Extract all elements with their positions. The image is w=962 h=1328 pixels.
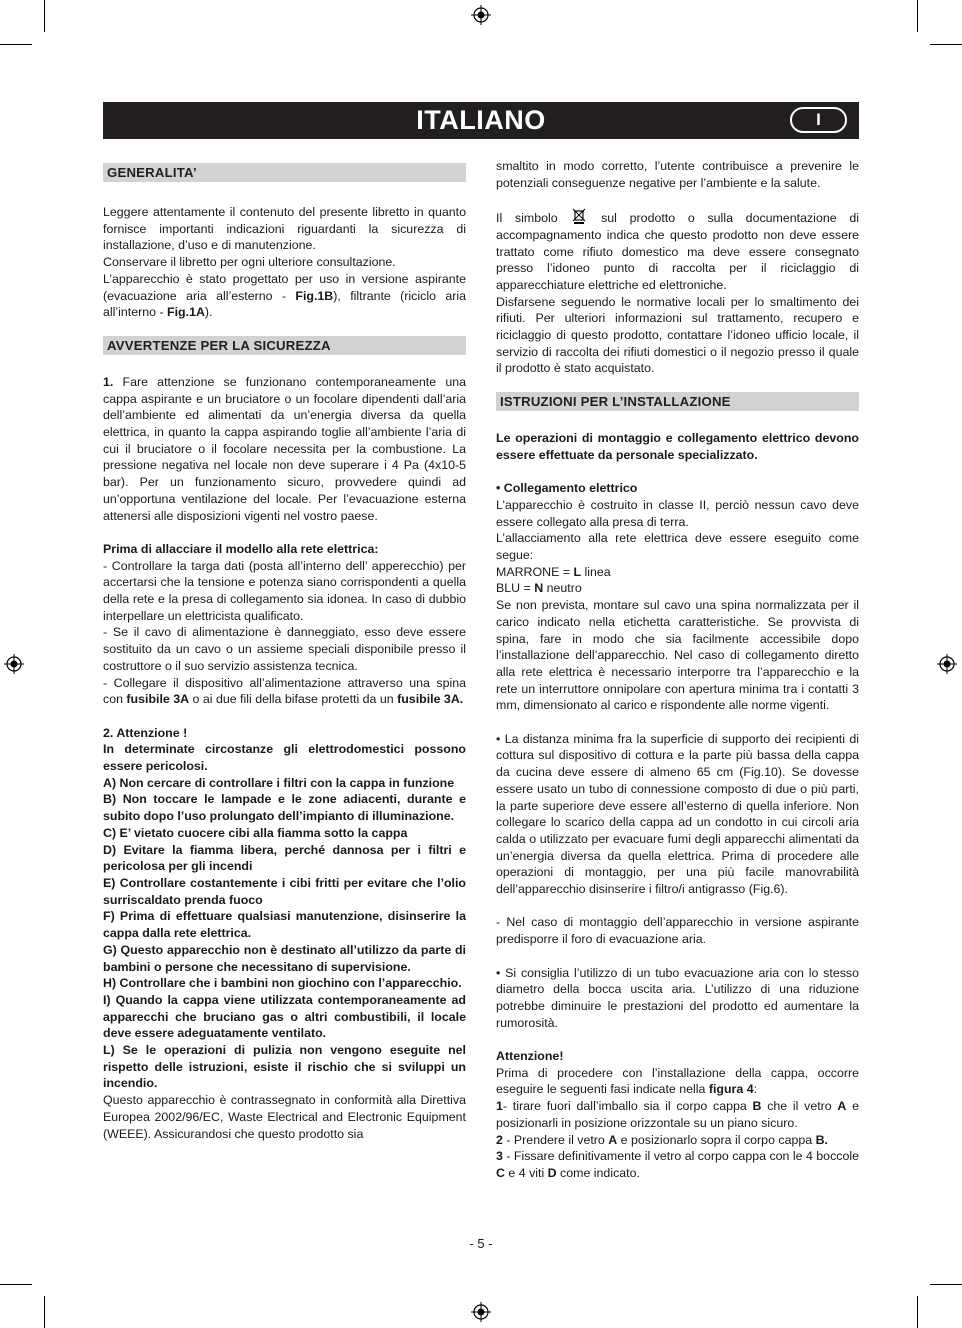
registration-mark-icon — [937, 654, 957, 674]
warning-line: H) Controllare che i bambini non giochino con l’apparecchio. — [103, 976, 462, 991]
warning-line: B) Non toccare le lampade e le zone adiacenti, durante e subito dopo l’uso prolungato dell’impianto di illuminazione. — [103, 792, 466, 824]
subheading: 2. Attenzione ! — [103, 725, 188, 740]
warning-line: A) Non cercare di controllare i filtri con la cappa in funzione — [103, 775, 455, 790]
left-column — [103, 158, 466, 1142]
warning-line: E) Controllare costantemente i cibi fritti per evitare che l’olio surriscaldato prenda fuoco — [103, 875, 466, 907]
paragraph: Se non prevista, montare sul cavo una spina normalizzata per il carico indicato nella etichetta caratteristiche. Se provvista di spina, fare in modo che sia facilmente accessibile dopo l’installazione dell’apparecchio. Nel caso di collegamento diretto alla rete elettrica è necessario interporre tra l’apparecchio e la rete un interruttore onnipolare con apertura minima tra i contatti 3 mm, dimensionato al carico e rispondente alle norme vigenti. — [496, 598, 859, 713]
section-title-installazione: ISTRUZIONI PER L’INSTALLAZIONE — [496, 392, 859, 411]
paragraph: Leggere attentamente il contenuto del presente libretto in quanto fornisce importanti indicazioni riguardanti la sicurezza di installazione, d’uso e di manutenzione. — [103, 205, 466, 253]
warning-line: I) Quando la cappa viene utilizzata contemporaneamente ad apparecchi che bruciano gas o altri combustibili, il locale deve essere adeguatamente ventilato. — [103, 992, 466, 1041]
crop-mark — [0, 44, 32, 45]
paragraph: L’allacciamento alla rete elettrica deve essere eseguito come segue: — [496, 531, 859, 563]
paragraph: - Collegare il dispositivo all’alimentazione attraverso una spina con fusibile 3A o ai due fili della bifase protetti da un fusibile 3A. — [103, 675, 466, 707]
paragraph: smaltito in modo corretto, l’utente contribuisce a prevenire le potenziali conseguenze negative per l’ambiente e la salute. — [496, 159, 859, 190]
crop-mark — [930, 1284, 962, 1285]
paragraph: • Si consiglia l’utilizzo di un tubo evacuazione aria con lo stesso diametro della bocca uscita aria. L’utilizzo di una riduzione potrebbe diminuire le prestazioni del prodotto ed aumentare la rumorosità. — [496, 965, 859, 1030]
crop-mark — [917, 1296, 918, 1328]
page-title: ITALIANO — [416, 105, 546, 135]
paragraph: - Controllare la targa dati (posta all’interno dell’ apperecchio) per accertarsi che la tensione e potenza siano corrispondenti a quella della rete e la presa di collegamento sia idonea. In caso di dubbio interpellare un elettricista qualificato. — [103, 558, 466, 623]
language-header-bar — [103, 102, 859, 139]
step-3: 3 - Fissare definitivamente il vetro al corpo cappa con le 4 boccole C e 4 viti D come indicato. — [496, 1149, 859, 1180]
paragraph: MARRONE = L linea — [496, 564, 611, 579]
paragraph: Disfarsene seguendo le normative locali per lo smaltimento dei rifiuti. Per ulteriori informazioni sul trattamento, recupero e riciclaggio di questo prodotto, contattare l’idoneo ufficio locale, il servizio di raccolta dei rifiuti domestici o il negozio presso il quale il prodotto è stato acquistato. — [496, 294, 859, 376]
warning-line: In determinate circostanze gli elettrodomestici possono essere pericolosi. — [103, 742, 466, 774]
crop-mark — [44, 1296, 45, 1328]
paragraph: Il simbolo sul prodotto o sulla documentazione di accompagnamento indica che questo prodotto non deve essere trattato come rifiuto domestico ma deve essere consegnato presso l’idoneo punto di raccolta per il riciclaggio di apparecchiature elettriche ed elettroniche. — [496, 208, 859, 294]
crop-mark — [0, 1284, 32, 1285]
subheading: Attenzione! — [496, 1049, 564, 1064]
paragraph: 1. Fare attenzione se funzionano contemporaneamente una cappa aspirante e un bruciatore o un focolare dipendenti dall’aria dell’ambiente ed alimentati da un’energia diversa da quella elettrica, in quanto la cappa aspirando toglie all’ambiente l’aria di cui il bruciatore o il focolare necessita per la combustione. La pressione negativa nel locale non deve superare i 4 Pa (4x10-5 bar). Per un funzionamento sicuro, provvedere quindi ad un’opportuna ventilazione del locale. Per l’evacuazione esterna attenersi alle disposizioni vigenti nel vostro paese. — [103, 374, 466, 523]
registration-mark-icon — [4, 654, 24, 674]
paragraph: Conservare il libretto per ogni ulteriore consultazione. — [103, 255, 396, 270]
paragraph: Questo apparecchio è contrassegnato in conformità alla Direttiva Europea 2002/96/EC, Waste Electrical and Electronic Equipment (WEEE). Assicurandosi che questo prodotto sia — [103, 1093, 466, 1141]
crop-mark — [917, 0, 918, 32]
paragraph: L’apparecchio è costruito in classe II, perciò nessun cavo deve essere collegato alla presa di terra. — [496, 497, 859, 529]
paragraph: L’apparecchio è stato progettato per uso in versione aspirante (evacuazione aria all’esterno - Fig.1B), filtrante (riciclo aria all’interno - Fig.1A). — [103, 271, 466, 320]
paragraph: - Nel caso di montaggio dell’apparecchio in versione aspirante predisporre il foro di evacuazione aria. — [496, 915, 859, 947]
section-title-avvertenze: AVVERTENZE PER LA SICUREZZA — [103, 336, 466, 355]
paragraph: • La distanza minima fra la superficie di supporto dei recipienti di cottura sul dispositivo di cottura e la parte più bassa della cappa da cucina deve essere di almeno 65 cm (Fig.10). Se dovesse essere usato un tubo di connessione composto di due o più parti, la parte superiore deve essere all’esterno di quella inferiore. Non collegare lo scarico della cappa ad un condotto in cui circoli aria calda o utilizzato per evacuare fumi degli apparecchi alimentati da un’energia diversa da quella elettrica. Prima di procedere alle operazioni di montaggio, per una più facile manovrabilità dell’apparecchio disinserire i filtro/i antigrasso (Fig.6). — [496, 731, 859, 897]
warning-line: C) E’ vietato cuocere cibi alla fiamma sotto la cappa — [103, 825, 408, 840]
paragraph: BLU = N neutro — [496, 581, 582, 596]
warning-line: G) Questo apparecchio non è destinato all’utilizzo da parte di bambini o persone che necessitano di supervisione. — [103, 942, 466, 974]
registration-mark-icon — [471, 5, 491, 25]
crop-mark — [44, 0, 45, 32]
paragraph: Le operazioni di montaggio e collegamento elettrico devono essere effettuate da personale specializzato. — [496, 431, 859, 462]
step-1: 1- tirare fuori dall’imballo sia il corpo cappa B che il vetro A e posizionarli in posizione orizzontale su un piano sicuro. — [496, 1099, 859, 1130]
warning-line: F) Prima di effettuare qualsiasi manutenzione, disinserire la cappa dalla rete elettrica. — [103, 909, 466, 941]
crop-mark — [930, 44, 962, 45]
crossed-out-bin-icon — [572, 208, 586, 224]
section-title-generalita: GENERALITA’ — [103, 163, 466, 182]
language-code-badge: I — [790, 107, 847, 133]
subheading: • Collegamento elettrico — [496, 481, 638, 496]
paragraph: - Se il cavo di alimentazione è danneggiato, esso deve essere sostituito da un cavo o un assieme speciali disponibile presso il costruttore o il suo servizio assistenza tecnica. — [103, 625, 466, 673]
paragraph: Prima di procedere con l’installazione della cappa, occorre eseguire le seguenti fasi indicate nella figura 4: — [496, 1065, 859, 1097]
registration-mark-icon — [471, 1302, 491, 1322]
subheading: Prima di allacciare il modello alla rete elettrica: — [103, 541, 379, 556]
page-number: - 5 - — [469, 1236, 493, 1251]
step-2: 2 - Prendere il vetro A e posizionarlo sopra il corpo cappa B. — [496, 1132, 829, 1147]
warning-line: L) Se le operazioni di pulizia non vengono eseguite nel rispetto delle istruzioni, esiste il rischio che si sviluppi un incendio. — [103, 1043, 466, 1091]
right-column — [496, 158, 859, 1182]
warning-line: D) Evitare la fiamma libera, perché dannosa per i filtri e pericolosa per gli incendi — [103, 842, 466, 874]
